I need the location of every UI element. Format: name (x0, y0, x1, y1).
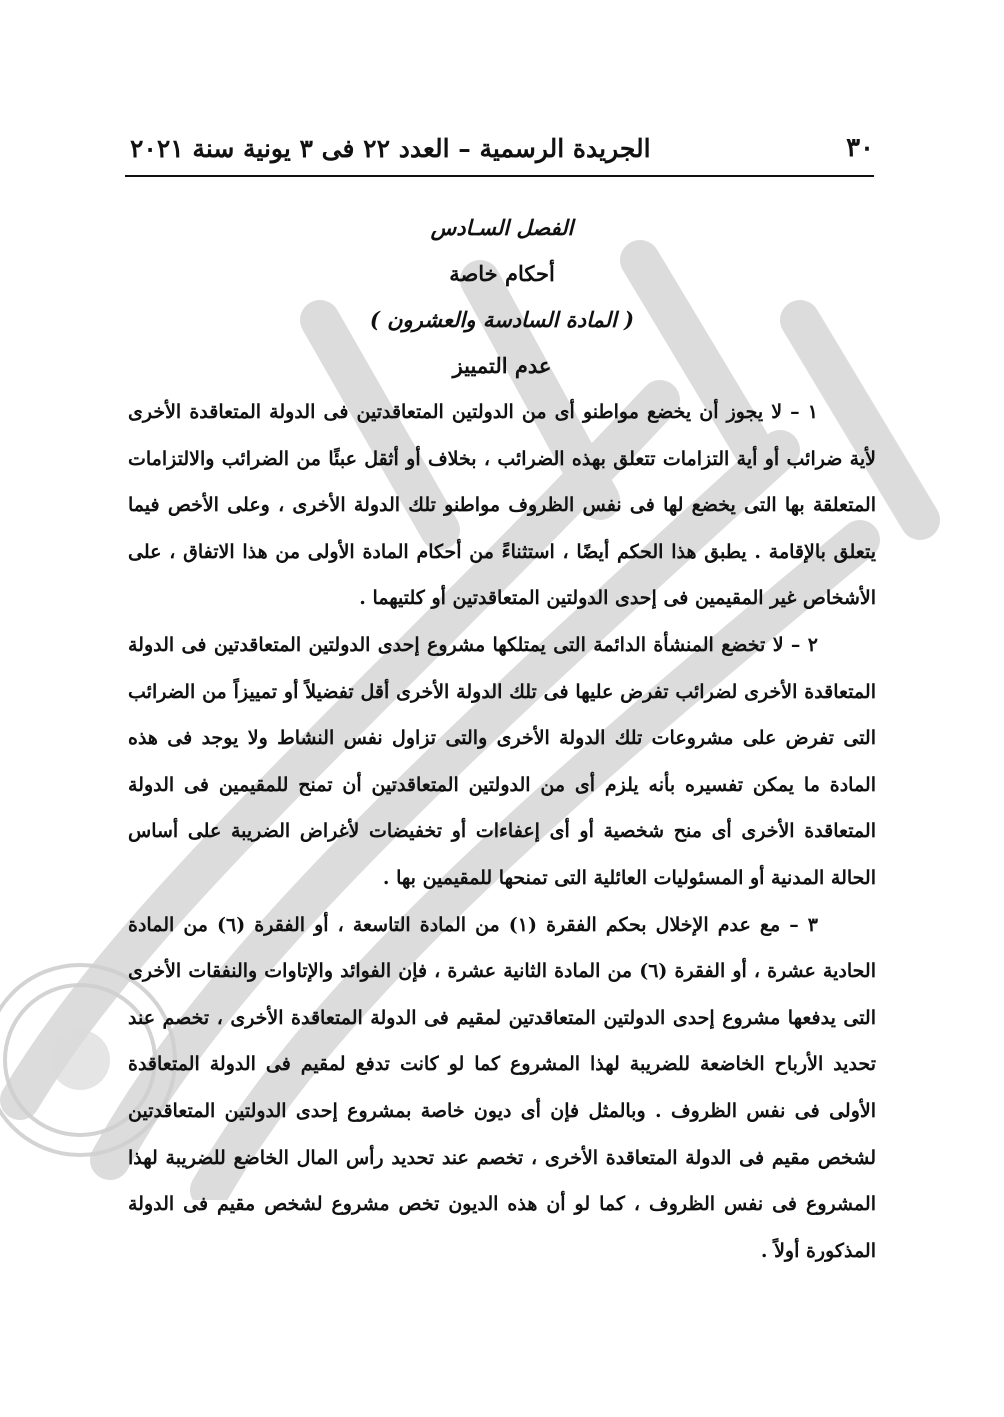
header-divider (125, 175, 874, 177)
page-number: ٣٠ (846, 133, 874, 163)
chapter-heading: الفصل السـادس (430, 215, 574, 240)
gazette-title: الجريدة الرسمية – العدد ٢٢ فى ٣ يونية سنة ٢٠٢١ (130, 133, 651, 163)
chapter-subtitle: أحكام خاصة (449, 261, 555, 286)
paragraph-2: ٢ – لا تخضع المنشأة الدائمة التى يمتلكها مشروع إحدى الدولتين المتعاقدتين فى الدولة المتعاقدة الأخرى لضرائب تفرض عليها فى تلك الدولة الأخرى أقل تفضيلاً أو تمييزاً من الضرائب التى تفرض على مشروعات تلك الدولة الأخرى والتى تزاول نفس النشاط ولا يوجد فى هذه المادة ما يمكن تفسيره بأنه يلزم أى من الدولتين المتعاقدتين أن تمنح للمقيمين فى الدولة المتعاقدة الأخرى أى منح شخصية أو أى إعفاءات أو تخفيضات لأغراض الضريبة على أساس الحالة المدنية أو المسئوليات العائلية التى تمنحها للمقيمين بها . (128, 633, 876, 889)
article-title: عدم التمييز (452, 353, 552, 378)
paragraph-1: ١ – لا يجوز أن يخضع مواطنو أى من الدولتين المتعاقدتين فى الدولة المتعاقدة الأخرى لأية ضرائب أو أية التزامات تتعلق بهذه الضرائب ، بخلاف أو أثقل عبئًا من الضرائب والالتزامات المتعلقة بها التى يخضع لها فى نفس الظروف مواطنو تلك الدولة الأخرى ، وعلى الأخص فيما يتعلق بالإقامة . يطبق هذا الحكم أيضًا ، استثناءً من أحكام المادة الأولى من هذا الاتفاق ، على الأشخاص غير المقيمين فى إحدى الدولتين المتعاقدتين أو كلتيهما . (128, 401, 876, 610)
article-heading: ( المادة السادسة والعشرون ) (369, 307, 635, 332)
document-body (128, 205, 876, 1274)
page-header (130, 128, 874, 168)
paragraph-3: ٣ – مع عدم الإخلال بحكم الفقرة (١) من المادة التاسعة ، أو الفقرة (٦) من المادة الحادية عشرة ، أو الفقرة (٦) من المادة الثانية عشرة ، فإن الفوائد والإتاوات والنفقات الأخرى التى يدفعها مشروع إحدى الدولتين المتعاقدتين لمقيم فى الدولة المتعاقدة الأخرى ، تخصم عند تحديد الأرباح الخاضعة للضريبة لهذا المشروع كما لو كانت تدفع لمقيم فى الدولة المتعاقدة الأولى فى نفس الظروف . وبالمثل فإن أى ديون خاصة بمشروع إحدى الدولتين المتعاقدتين لشخص مقيم فى الدولة المتعاقدة الأخرى ، تخصم عند تحديد رأس المال الخاضع للضريبة لهذا المشروع فى نفس الظروف ، كما لو أن هذه الديون تخص مشروع لشخص مقيم فى الدولة المذكورة أولاً . (128, 913, 876, 1262)
